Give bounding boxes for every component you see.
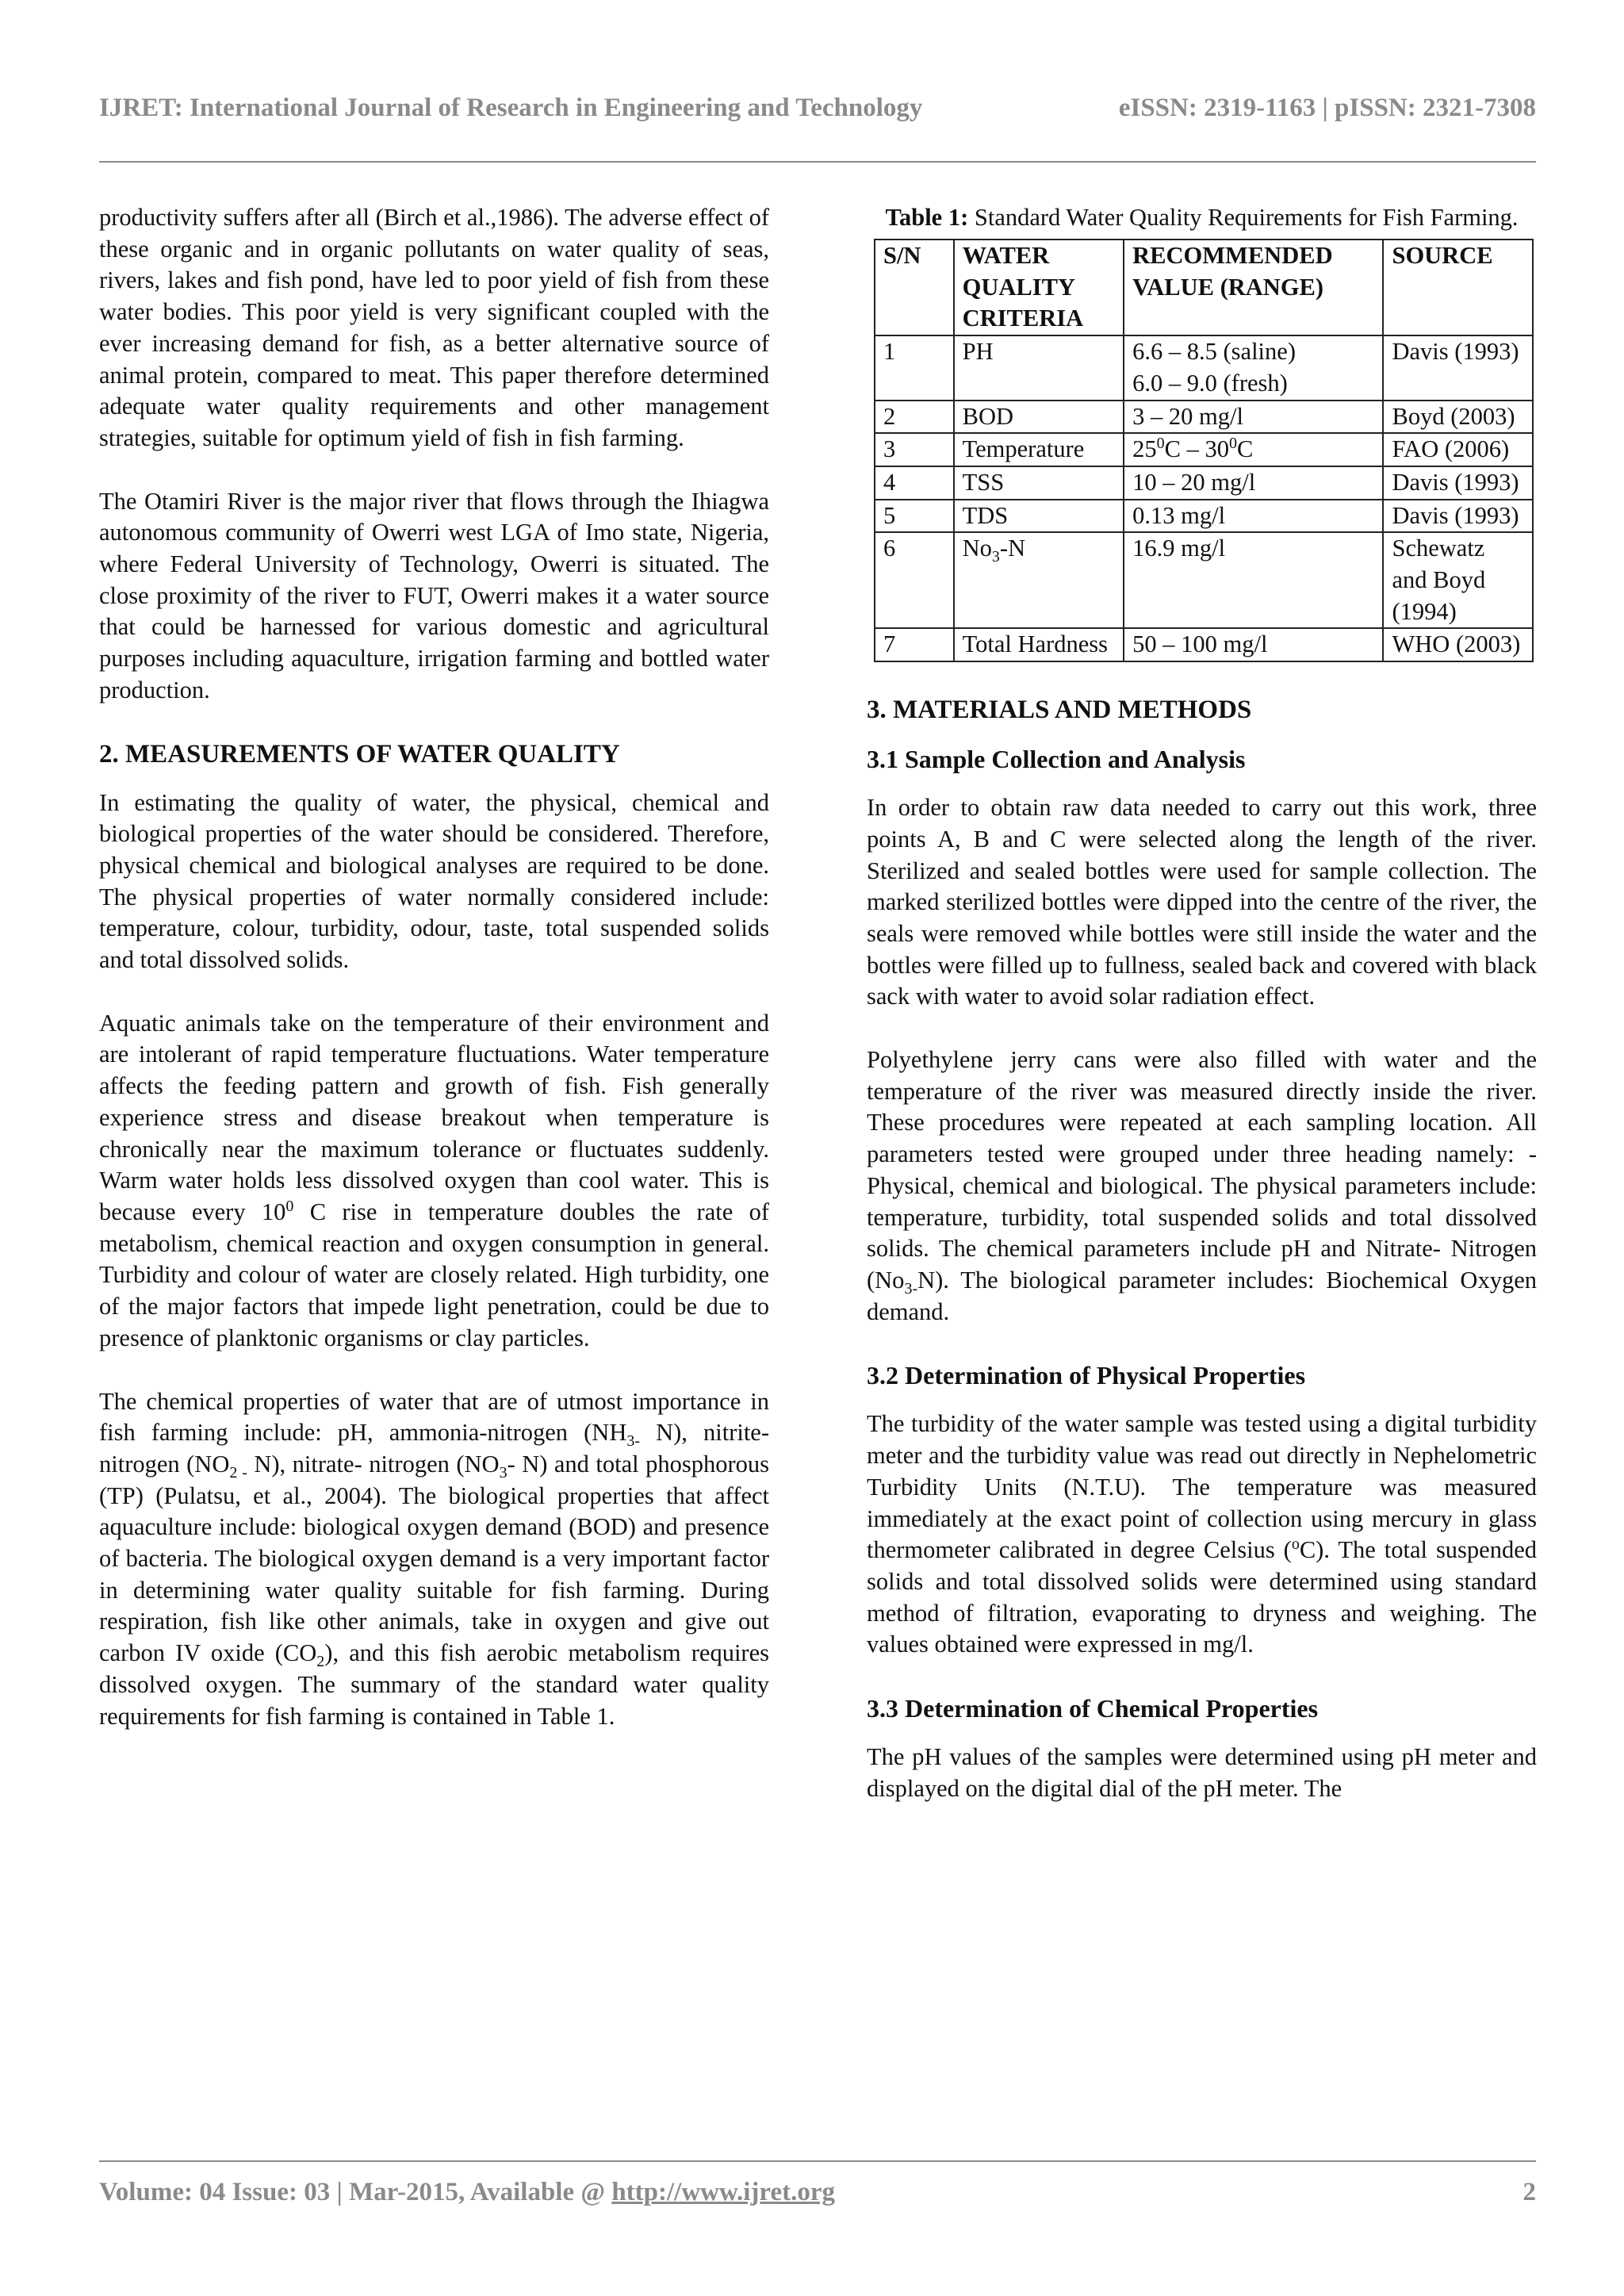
table-row: 3 Temperature $25^0C - 30^0C$ FAO (2006) <box>875 433 1533 466</box>
table-header-row <box>875 240 1533 335</box>
volume-info: Volume: 04 Issue: 03 | Mar-2015, Available @ http://www.ijret.org <box>99 2178 835 2206</box>
paragraph: In estimating the quality of water, the physical, chemical and biological properties of the water should be considered. Therefore, physical chemical and biological analyses are required to be done. The physical properties of water normally considered include: temperature, colour, turbidity, odour, taste, total suspended solids and total dissolved solids. <box>99 788 769 974</box>
journal-link[interactable]: http://www.ijret.org <box>611 2178 835 2206</box>
issn: eISSN: 2319-1163 | pISSN: 2321-7308 <box>1118 94 1536 122</box>
subsection-heading: 3.3 Determination of Chemical Properties <box>867 1694 1319 1723</box>
table-row: 4 TSS 10 – 20 mg/l Davis (1993) <box>875 466 1533 500</box>
paragraph: Polyethylene jerry cans were also filled with water and the temperature of the river was measured directly inside the river. These procedures were repeated at each sampling location. All parameters tested were grouped under three heading namely: - Physical, chemical and biological. The physical parameters include: temperature, turbidity, total suspended solids and total dissolved solids. The chemical parameters include pH and Nitrate- Nitrogen $(No_{3-}N)$. The biological parameter includes: Biochemical Oxygen demand. <box>867 1046 1537 1325</box>
header-cell: S/N <box>875 240 954 335</box>
table-row: 7 Total Hardness 50 – 100 mg/l WHO (2003) <box>875 628 1533 661</box>
right-column <box>867 202 1537 1836</box>
paragraph: productivity suffers after all (Birch et al.,1986). The adverse effect of these organic and in organic pollutants on water quality of seas, rivers, lakes and fish pond, have led to poor yield of fish from these water bodies. This poor yield is very significant coupled with the ever increasing demand for fish, as a better alternative source of animal protein, compared to meat. This paper therefore determined adequate water quality requirements and other management strategies, suitable for optimum yield of fish in fish farming. <box>99 204 769 451</box>
header-cell: RECOMMENDED VALUE (RANGE) <box>1124 240 1383 335</box>
page-number: 2 <box>1522 2178 1536 2206</box>
paragraph: The turbidity of the water sample was tested using a digital turbidity meter and the turbidity value was read out directly in Nephelometric Turbidity Units (N.T.U). The temperature was measured immediately at the exact point of collection using mercury in glass thermometer calibrated in degree Celsius ($^o$C). The total suspended solids and total dissolved solids were determined using standard method of filtration, evaporating to dryness and weighing. The values obtained were expressed in mg/l. <box>867 1410 1538 1658</box>
section-heading: 3. MATERIALS AND METHODS <box>867 696 1252 725</box>
paragraph: Aquatic animals take on the temperature of their environment and are intolerant of rapid temperature fluctuations. Water temperature affects the feeding pattern and growth of fish. Fish generally experience stress and disease breakout when temperature is chronically near the maximum tolerance or fluctuates suddenly. Warm water holds less dissolved oxygen than cool water. This is because every $10^0$ C rise in temperature doubles the rate of metabolism, chemical reaction and oxygen consumption in general. Turbidity and colour of water are closely related. High turbidity, one of the major factors that impede light penetration, could be due to presence of planktonic organisms or clay particles. <box>99 1009 769 1351</box>
table-row: 5 TDS 0.13 mg/l Davis (1993) <box>875 500 1533 533</box>
header-cell: SOURCE <box>1383 240 1533 335</box>
table-row: 6 $No_3-N$ 16.9 mg/l Schewatz and Boyd (1994) <box>875 532 1533 628</box>
table-caption: Table 1: Standard Water Quality Requirements for Fish Farming. <box>885 204 1519 231</box>
subsection-heading: 3.1 Sample Collection and Analysis <box>867 745 1246 774</box>
footer-rule <box>99 2160 1536 2162</box>
journal-title: IJRET: International Journal of Research in Engineering and Technology <box>99 94 923 122</box>
table-row: 2 BOD 3 – 20 mg/l Boyd (2003) <box>875 401 1533 434</box>
running-header <box>99 94 1536 123</box>
left-column <box>99 202 769 1764</box>
water-quality-table <box>874 239 1534 662</box>
table-row: 1 PH 6.6 – 8.5 (saline) 6.0 – 9.0 (fresh) Davis (1993) <box>875 335 1533 400</box>
header-cell: WATER QUALITY CRITERIA <box>954 240 1124 335</box>
paragraph: In order to obtain raw data needed to carry out this work, three points A, B and C were selected along the length of the river. Sterilized and sealed bottles were used for sample collection. The marked sterilized bottles were dipped into the centre of the river, the seals were removed while bottles were still inside the water and the bottles were filled up to fullness, sealed back and covered with black sack with water to avoid solar radiation effect. <box>867 794 1537 1010</box>
paragraph: The pH values of the samples were determined using pH meter and displayed on the digital dial of the pH meter. The <box>867 1743 1537 1802</box>
paragraph: The chemical properties of water that are of utmost importance in fish farming include: pH, ammonia-nitrogen ($NH_{3-}$ N), nitrite- nitrogen ($NO_{2 -}$ N), nitrate- nitrogen ($NO_3-$ N) and total phosphorous (TP) (Pulatsu, et al., 2004). The biological properties that affect aquaculture include: biological oxygen demand (BOD) and presence of bacteria. The biological oxygen demand is a very important factor in determining water quality suitable for fish farming. During respiration, fish like other animals, take in oxygen and give out carbon IV oxide $(CO_2)$, and this fish aerobic metabolism requires dissolved oxygen. The summary of the standard water quality requirements for fish farming is contained in Table 1. <box>99 1387 770 1730</box>
paragraph: The Otamiri River is the major river that flows through the Ihiagwa autonomous community of Owerri west LGA of Imo state, Nigeria, where Federal University of Technology, Owerri is situated. The close proximity of the river to FUT, Owerri makes it a water source that could be harnessed for various domestic and agricultural purposes including aquaculture, irrigation farming and bottled water production. <box>99 487 769 703</box>
section-heading: 2. MEASUREMENTS OF WATER QUALITY <box>99 739 620 769</box>
running-footer <box>99 2178 1536 2207</box>
header-rule <box>99 161 1536 163</box>
subsection-heading: 3.2 Determination of Physical Properties <box>867 1361 1306 1390</box>
